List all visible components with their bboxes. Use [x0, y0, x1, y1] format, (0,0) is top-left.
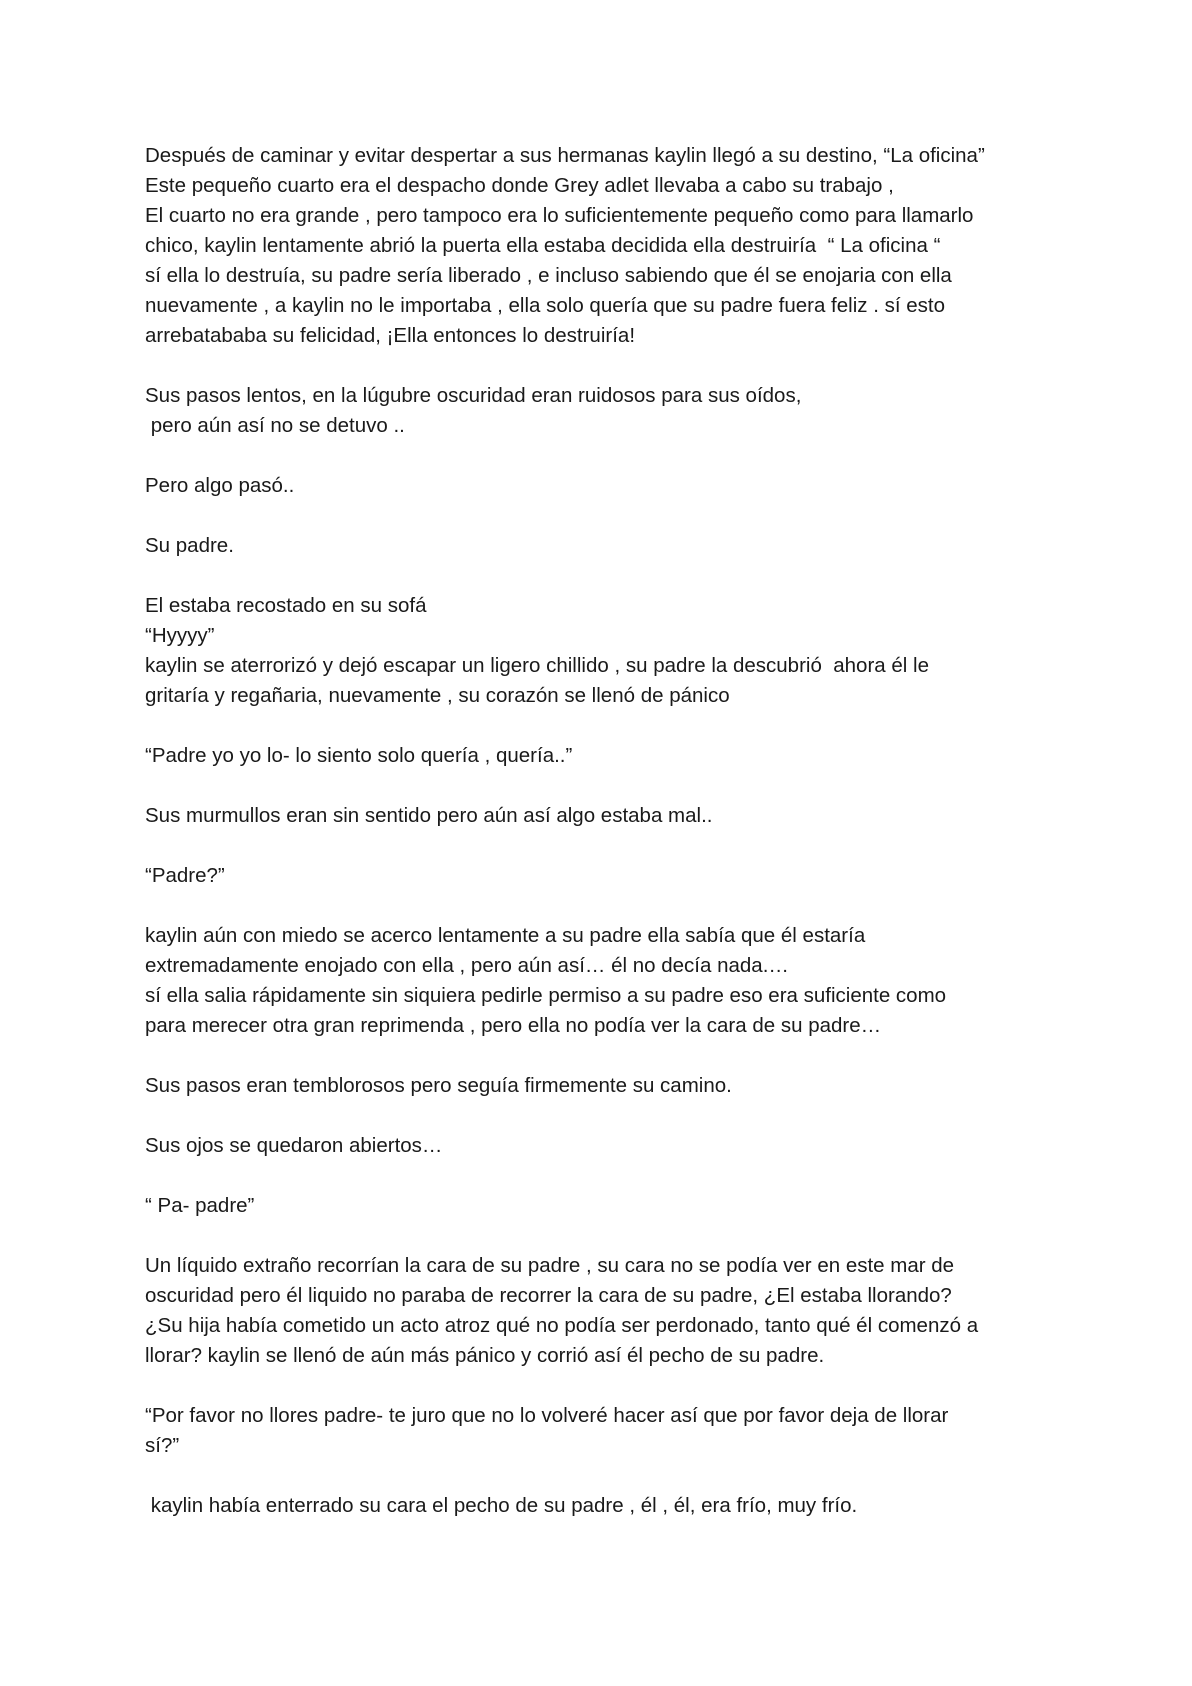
document-body — [145, 141, 1065, 1521]
blank-line — [145, 1041, 1065, 1071]
blank-line — [145, 1461, 1065, 1491]
blank-line — [145, 561, 1065, 591]
text-line: Después de caminar y evitar despertar a sus hermanas kaylin llegó a su destino, “La oficina” — [145, 144, 985, 167]
text-line: kaylin aún con miedo se acerco lentamente a su padre ella sabía que él estaría — [145, 924, 866, 947]
text-line: arrebatababa su felicidad, ¡Ella entonces lo destruiría! — [145, 324, 636, 347]
text-line: Sus ojos se quedaron abiertos… — [145, 1134, 443, 1157]
blank-line — [145, 1161, 1065, 1191]
text-line: Sus pasos eran temblorosos pero seguía firmemente su camino. — [145, 1074, 732, 1097]
text-line: Pero algo pasó.. — [145, 474, 295, 497]
text-line: sí?” — [145, 1434, 180, 1457]
text-line: El cuarto no era grande , pero tampoco era lo suficientemente pequeño como para llamarlo — [145, 204, 974, 227]
blank-line — [145, 711, 1065, 741]
text-line: “Padre yo yo lo- lo siento solo quería , quería..” — [145, 744, 573, 767]
text-line: gritaría y regañaria, nuevamente , su corazón se llenó de pánico — [145, 684, 730, 707]
text-line: ¿Su hija había cometido un acto atroz qué no podía ser perdonado, tanto qué él comenzó a — [145, 1314, 979, 1337]
text-line: Un líquido extraño recorrían la cara de su padre , su cara no se podía ver en este mar de — [145, 1254, 955, 1277]
text-line: sí ella lo destruía, su padre sería liberado , e incluso sabiendo que él se enojaria con ella — [145, 264, 952, 287]
text-line: kaylin se aterrorizó y dejó escapar un ligero chillido , su padre la descubrió ahora él le — [145, 654, 929, 677]
blank-line — [145, 1221, 1065, 1251]
text-line: “Por favor no llores padre- te juro que no lo volveré hacer así que por favor deja de llorar — [145, 1404, 949, 1427]
text-line: Este pequeño cuarto era el despacho donde Grey adlet llevaba a cabo su trabajo , — [145, 174, 894, 197]
text-line: nuevamente , a kaylin no le importaba , ella solo quería que su padre fuera feliz . sí esto — [145, 294, 945, 317]
blank-line — [145, 1101, 1065, 1131]
text-line: para merecer otra gran reprimenda , pero ella no podía ver la cara de su padre… — [145, 1014, 882, 1037]
text-line: chico, kaylin lentamente abrió la puerta ella estaba decidida ella destruiría “ La oficina “ — [145, 234, 941, 257]
text-line: pero aún así no se detuvo .. — [145, 414, 405, 437]
blank-line — [145, 831, 1065, 861]
text-line: “Padre?” — [145, 864, 225, 887]
text-line: “Hyyyy” — [145, 624, 215, 647]
text-line: oscuridad pero él liquido no paraba de recorrer la cara de su padre, ¿El estaba llorando? — [145, 1284, 952, 1307]
text-line: kaylin había enterrado su cara el pecho de su padre , él , él, era frío, muy frío. — [145, 1494, 858, 1517]
text-line: Sus murmullos eran sin sentido pero aún así algo estaba mal.. — [145, 804, 713, 827]
blank-line — [145, 441, 1065, 471]
blank-line — [145, 891, 1065, 921]
text-line: sí ella salia rápidamente sin siquiera pedirle permiso a su padre eso era suficiente como — [145, 984, 947, 1007]
text-line: “ Pa- padre” — [145, 1194, 255, 1217]
blank-line — [145, 1371, 1065, 1401]
blank-line — [145, 771, 1065, 801]
blank-line — [145, 351, 1065, 381]
text-line: extremadamente enojado con ella , pero aún así… él no decía nada.… — [145, 954, 789, 977]
text-line: El estaba recostado en su sofá — [145, 594, 427, 617]
text-line: Su padre. — [145, 534, 234, 557]
text-line: llorar? kaylin se llenó de aún más pánico y corrió así él pecho de su padre. — [145, 1344, 825, 1367]
blank-line — [145, 501, 1065, 531]
text-line: Sus pasos lentos, en la lúgubre oscuridad eran ruidosos para sus oídos, — [145, 384, 802, 407]
